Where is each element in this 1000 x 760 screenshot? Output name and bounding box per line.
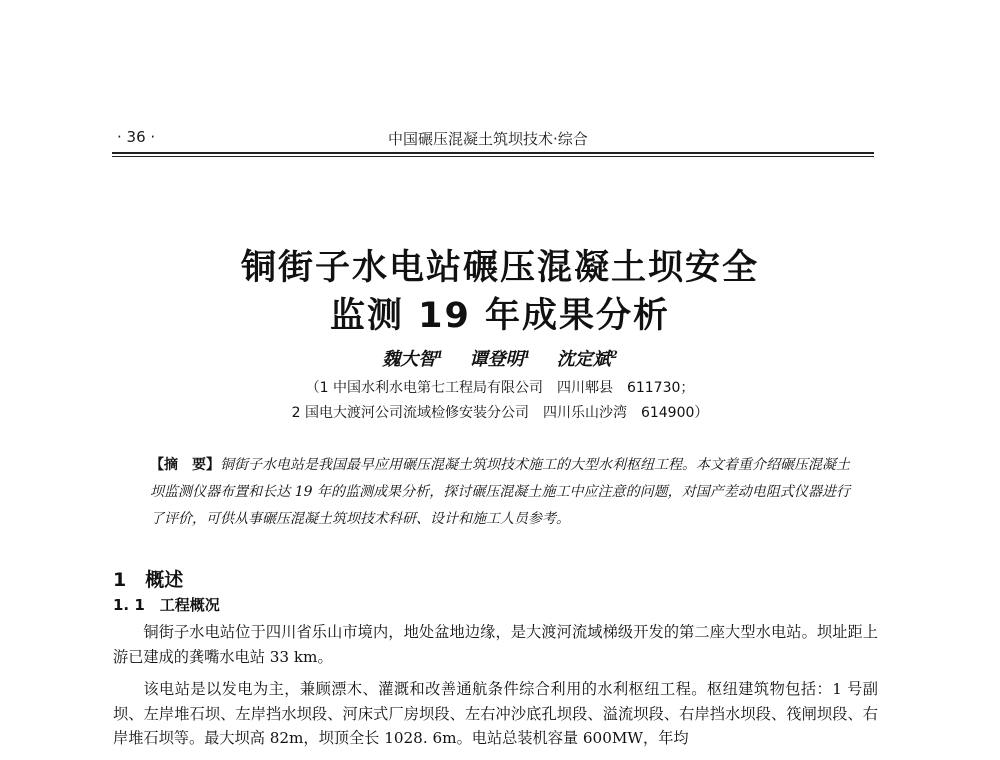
abstract (150, 452, 850, 533)
header-rule (112, 152, 874, 154)
body-paragraph: 该电站是以发电为主，兼顾漂木、灌溉和改善通航条件综合利用的水利枢纽工程。枢纽建筑物包括：1 号副坝、左岸堆石坝、左岸挡水坝段、河床式厂房坝段、左右冲沙底孔坝段、溢流坝段、右岸挡水坝段、筏闸坝段、右岸堆石坝等。最大坝高 82m，坝顶全长 1028. 6m。电站总装机容量 600MW，年均 (113, 680, 878, 747)
subsection-heading: 1. 1 工程概况 (113, 596, 220, 614)
affiliation-line1: （1 中国水利水电第七工程局有限公司 四川郫县 611730； (305, 380, 695, 396)
running-title: 中国碾压混凝土筑坝技术·综合 (388, 130, 588, 148)
affiliation-line2: 2 国电大渡河公司流域检修安装分公司 四川乐山沙湾 614900） (291, 405, 709, 421)
body-paragraph: 铜街子水电站位于四川省乐山市境内，地处盆地边缘，是大渡河流域梯级开发的第二座大型水电站。坝址距上游已建成的龚嘴水电站 33 km。 (113, 623, 878, 666)
abstract-label: 【摘 要】 (150, 457, 220, 473)
header-rule-thin (112, 156, 874, 157)
page-number: · 36 · (117, 128, 156, 146)
author-list (0, 345, 1000, 371)
author: 魏大智$^1$ (382, 349, 444, 370)
author: 沈定斌$^2$ (556, 349, 618, 370)
paper-title-line2: 监测 19 年成果分析 (329, 296, 671, 336)
section-heading: 1 概述 (113, 569, 184, 591)
author: 谭登明$^1$ (469, 349, 531, 370)
paper-title-line1: 铜街子水电站碾压混凝土坝安全 (240, 248, 759, 288)
abstract-text: 铜街子水电站是我国最早应用碾压混凝土筑坝技术施工的大型水利枢纽工程。本文着重介绍碾压混凝土坝监测仪器布置和长达 19 年的监测成果分析，探讨碾压混凝土施工中应注意的问题，对国产差动电阻式仪器进行了评价，可供从事碾压混凝土筑坝技术科研、设计和施工人员参考。 (150, 457, 850, 527)
